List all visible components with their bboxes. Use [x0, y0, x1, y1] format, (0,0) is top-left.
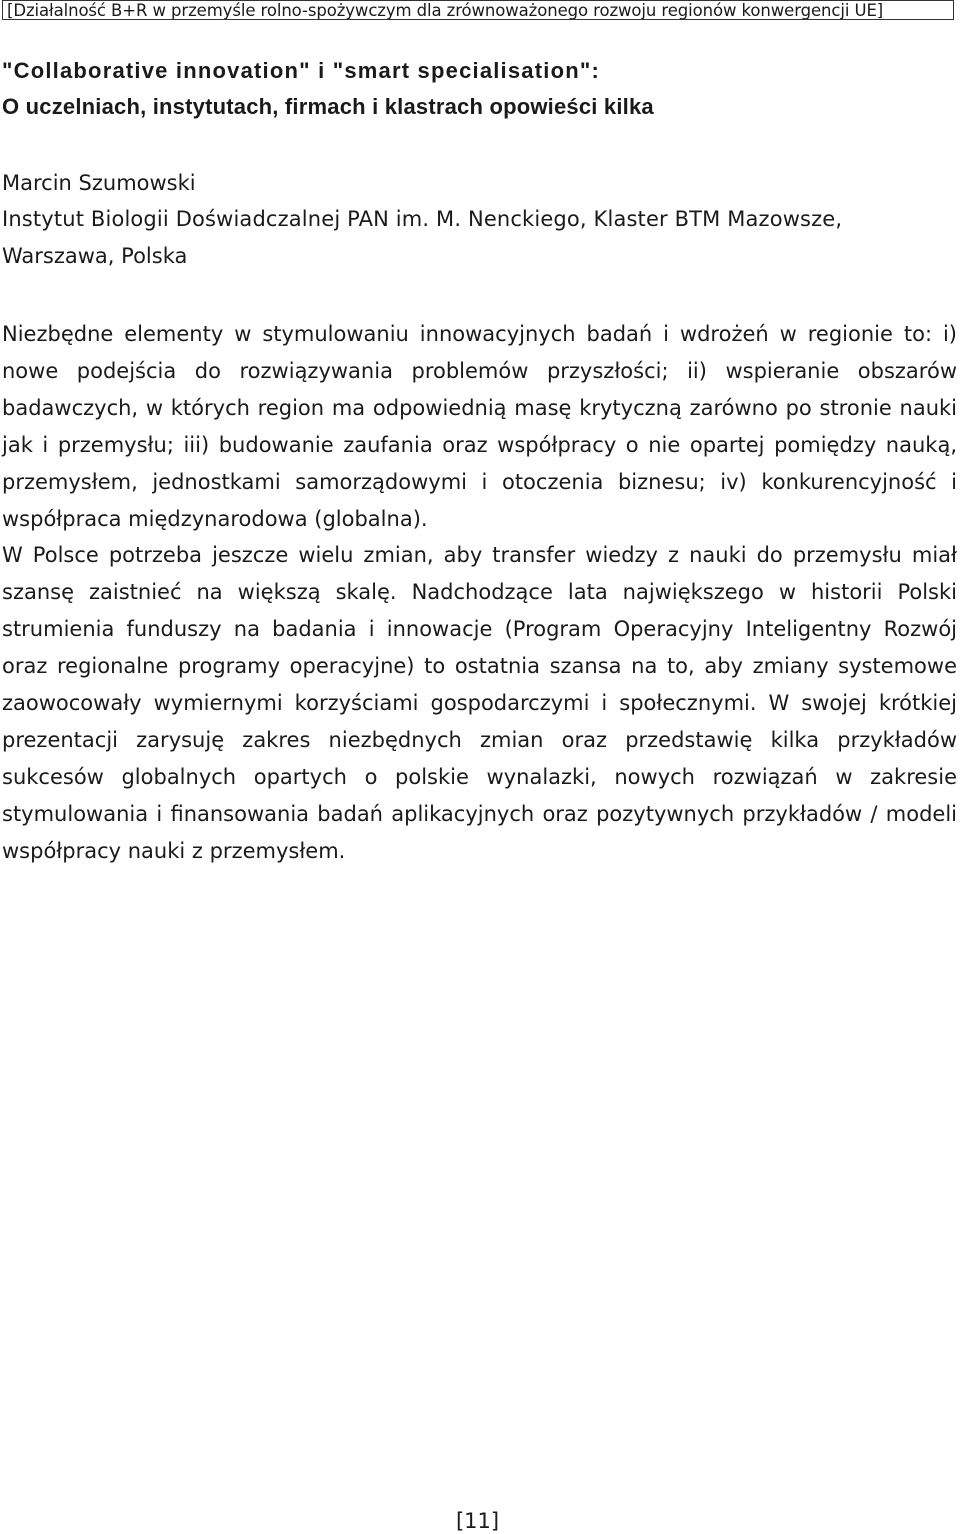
title-line-1: "Collaborative innovation" i "smart specialisation": [2, 58, 601, 83]
title-line-2: O uczelniach, instytutach, firmach i klastrach opowieści kilka [2, 94, 654, 119]
author-name: Marcin Szumowski [2, 171, 196, 195]
abstract-paragraph-1: Niezbędne elementy w stymulowaniu innowacyjnych badań i wdrożeń w regionie to: i) nowe podejścia do rozwiązywania problemów przyszłości; ii) wspieranie obszarów badawczych, w których region ma odpowiednią masę krytyczną zarówno po stronie nauki jak i przemysłu; iii) budowanie zaufania oraz współpracy o nie opartej pomiędzy nauką, przemysłem, jednostkami samorządowymi i otoczenia biznesu; iv) konkurencyjność i współpraca międzynarodowa (globalna). [2, 322, 957, 531]
author-affiliation-line-1: Instytut Biologii Doświadczalnej PAN im. M. Nenckiego, Klaster BTM Mazowsze, [2, 207, 843, 231]
abstract-paragraph-2: W Polsce potrzeba jeszcze wielu zmian, aby transfer wiedzy z nauki do przemysłu miał szansę zaistnieć na większą skalę. Nadchodzące lata największego w historii Polski strumienia funduszy na badania i innowacje (Program Operacyjny Inteligentny Rozwój oraz regionalne programy operacyjne) to ostatnia szansa na to, aby zmiany systemowe zaowocowały wymiernymi korzyściami gospodarczymi i społecznymi. W swojej krótkiej prezentacji zarysuję zakres niezbędnych zmian oraz przedstawię kilka przykładów sukcesów globalnych opartych o polskie wynalazki, nowych rozwiązań w zakresie stymulowania i finansowania badań aplikacyjnych oraz pozytywnych przykładów / modeli współpracy nauki z przemysłem. [2, 543, 957, 863]
abstract [2, 316, 957, 870]
author-affiliation-line-2: Warszawa, Polska [2, 244, 188, 268]
running-header [2, 0, 954, 20]
page-number: [11] [455, 1509, 500, 1533]
running-header-text: [Działalność B+R w przemyśle rolno-spożywczym dla zrównoważonego rozwoju regionów konwergencji UE] [7, 1, 884, 20]
